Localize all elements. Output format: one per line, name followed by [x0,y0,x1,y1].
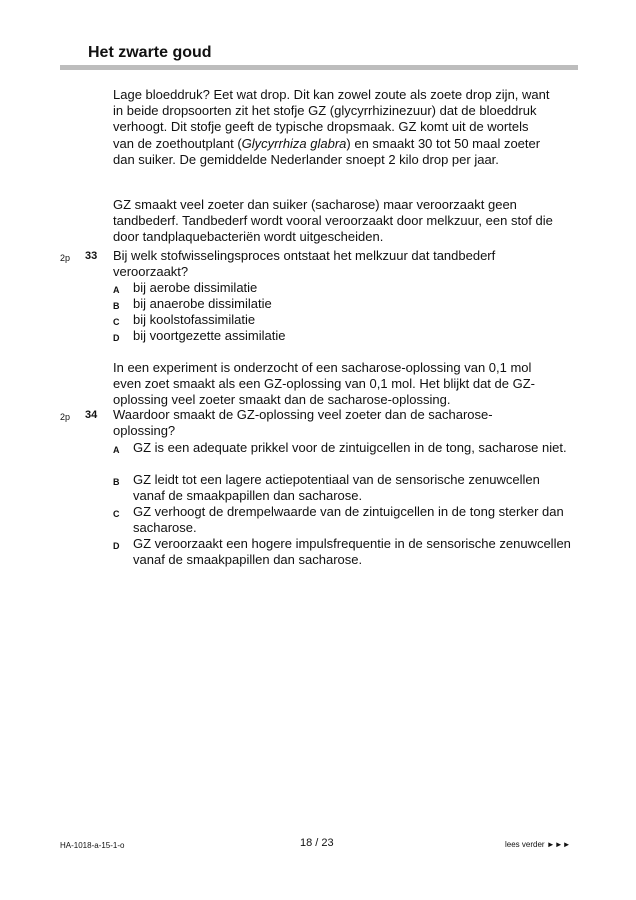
option-text: bij aerobe dissimilatie [133,280,258,295]
answer-option-c[interactable] [113,504,573,536]
answer-option-d[interactable] [113,328,573,344]
option-text: GZ veroorzaakt een hogere impulsfrequentie in de sensorische zenuwcellen vanaf de smaakpapillen dan sacharose. [133,536,571,568]
option-text: bij anaerobe dissimilatie [133,296,272,311]
answer-option-c[interactable] [113,312,573,328]
question-number: 33 [85,250,98,262]
option-letter: D [113,541,120,551]
answer-option-d[interactable] [113,536,573,568]
intro-paragraph-1 [113,87,553,168]
option-letter: B [113,301,120,311]
answer-option-a[interactable] [113,440,573,456]
intro-text-start: Lage bloeddruk? Eet wat drop. Dit kan zowel zoute als zoete drop zijn, want in beide dropsoorten zit het stofje GZ (glycyrrhizinezuur) dat de bloeddruk verhoogt. Dit stofje geeft de typische dropsmaak. GZ komt uit de wortels van de zoethoutplant ( [113,87,550,151]
answer-option-b[interactable] [113,472,573,504]
question-number: 34 [85,409,98,421]
option-text: bij voortgezette assimilatie [133,328,286,343]
intro-paragraph-2: GZ smaakt veel zoeter dan suiker (sacharose) maar veroorzaakt geen tandbederf. Tandbederf wordt vooral veroorzaakt door melkzuur, een stof die door tandplaquebacteriën wordt uitgescheiden. [113,197,553,245]
answer-option-a[interactable] [113,280,573,296]
species-name: Glycyrrhiza glabra [241,135,347,151]
option-letter: C [113,317,120,327]
question-points: 2p [60,253,71,263]
continue-indicator: lees verder ►►► [505,840,571,849]
header-divider [60,65,578,70]
intro-text-end: ) en smaakt 30 tot 50 maal zoeter dan suiker. De gemiddelde Nederlander snoept 2 kilo drop per jaar. [113,135,541,167]
question-points: 2p [60,412,71,422]
question-text: Bij welk stofwisselingsproces ontstaat het melkzuur dat tandbederf veroorzaakt? [113,248,496,280]
option-letter: B [113,477,120,487]
question-text: Waardoor smaakt de GZ-oplossing veel zoeter dan de sacharose-oplossing? [113,407,493,439]
option-letter: C [113,509,120,519]
option-text: GZ verhoogt de drempelwaarde van de zintuigcellen in de tong sterker dan sacharose. [133,504,564,536]
answer-option-b[interactable] [113,296,573,312]
page-number: 18 / 23 [300,837,334,849]
exam-code: HA-1018-a-15-1-o [60,841,125,850]
page-title: Het zwarte goud [88,44,212,61]
experiment-paragraph: In een experiment is onderzocht of een sacharose-oplossing van 0,1 mol even zoet smaakt als een GZ-oplossing van 0,1 mol. Het blijkt dat de GZ-oplossing veel zoeter smaakt dan de sacharose-oplossing. [113,360,535,408]
option-text: GZ is een adequate prikkel voor de zintuigcellen in de tong, sacharose niet. [133,440,567,455]
option-letter: A [113,445,120,455]
option-letter: A [113,285,120,295]
option-text: GZ leidt tot een lagere actiepotentiaal van de sensorische zenuwcellen vanaf de smaakpapillen dan sacharose. [133,472,540,504]
option-text: bij koolstofassimilatie [133,312,256,327]
option-letter: D [113,333,120,343]
